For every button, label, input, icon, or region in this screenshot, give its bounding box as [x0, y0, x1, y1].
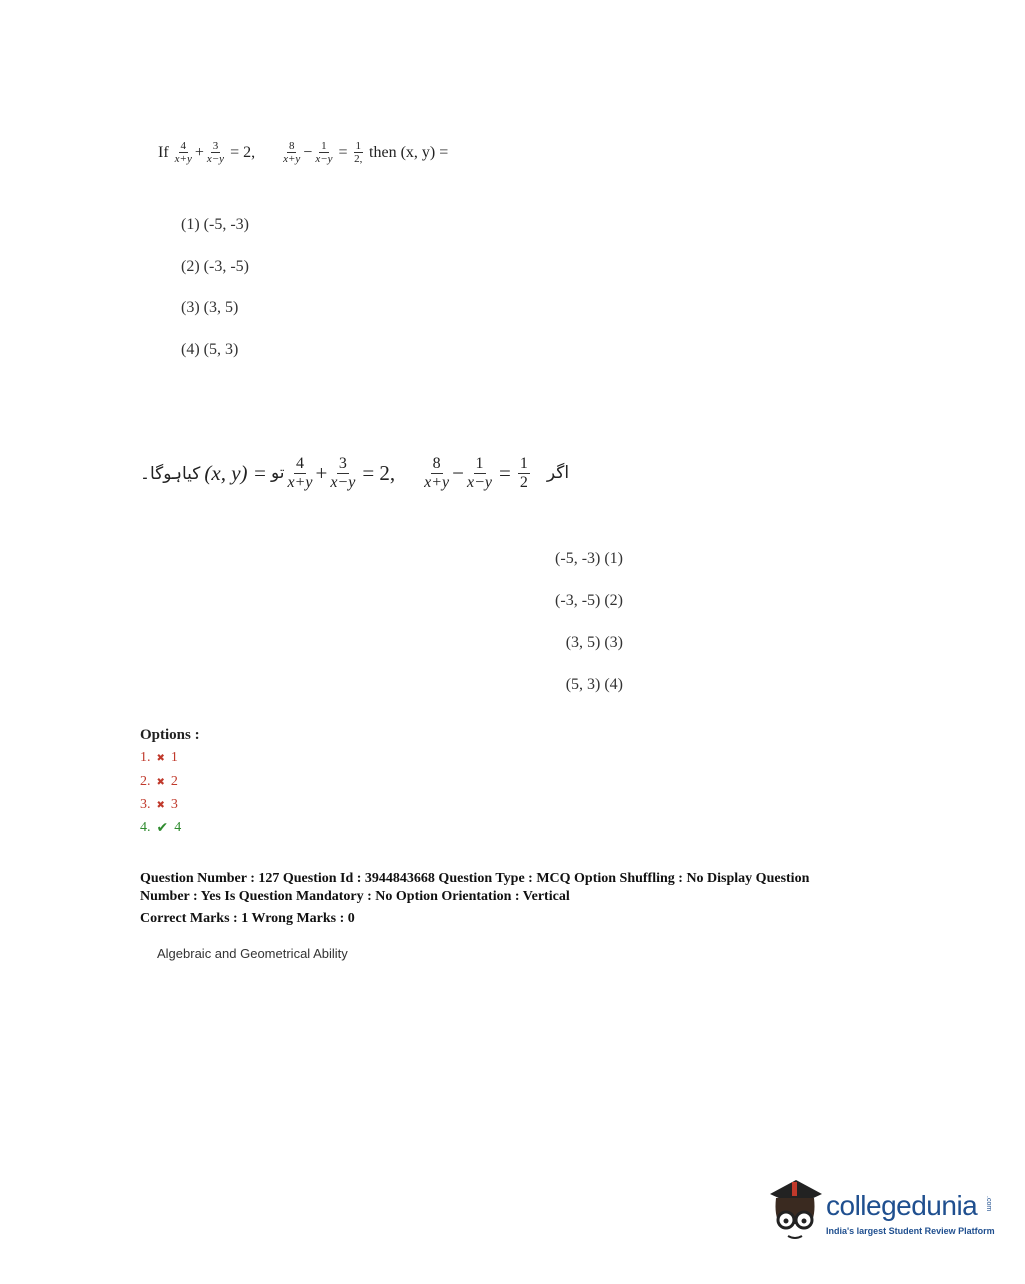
- fraction: $\frac{4}{x+y}$: [287, 455, 313, 491]
- urdu-text-if: اگر: [546, 463, 570, 484]
- options-title: Options :: [140, 727, 200, 743]
- answer-option-3: 3. ✖ 3: [140, 797, 178, 812]
- question-english: If $\frac{4}{x+y}$ + $\frac{3}{x-y}$ = 2, $\frac{8}{x+y}$ − $\frac{1}{x-y}$ = $\frac{1}{2,}$ then (x, y) =: [158, 140, 449, 166]
- option-ur-2: (-3, -5) (2): [555, 592, 623, 609]
- cross-icon: ✖: [156, 752, 165, 764]
- option-en-1: (1) (-5, -3): [181, 216, 249, 233]
- question-urdu: کیاہوگا۔ (x, y) = تو $\frac{4}{x+y}$ + $\frac{3}{x-y}$ = 2, $\frac{8}{x+y}$ − $\frac{1}{x-y}$ = $\frac{1}{2}$ اگر: [140, 455, 570, 491]
- option-en-4: (4) (5, 3): [181, 341, 239, 358]
- question-prefix: If: [158, 143, 169, 161]
- marks-info: Correct Marks : 1 Wrong Marks : 0: [140, 911, 355, 926]
- fraction: $\frac{3}{x-y}$: [330, 455, 356, 491]
- cross-icon: ✖: [156, 799, 165, 811]
- fraction: $\frac{1}{2,}$: [354, 140, 363, 166]
- option-ur-3: (3, 5) (3): [565, 634, 623, 651]
- mascot-logo-icon: [766, 1176, 824, 1248]
- fraction: $\frac{1}{x-y}$: [467, 455, 492, 491]
- fraction: $\frac{3}{x-y}$: [206, 140, 225, 166]
- section-label: Algebraic and Geometrical Ability: [157, 946, 348, 961]
- brand-tagline: India's largest Student Review Platform: [826, 1226, 995, 1236]
- option-en-2: (2) (-3, -5): [181, 258, 249, 275]
- brand-dotcom: .com: [985, 1196, 992, 1212]
- urdu-text-then: تو: [270, 463, 285, 484]
- urdu-text-end: کیاہوگا۔: [140, 463, 201, 484]
- option-ur-4: (5, 3) (4): [565, 676, 623, 693]
- fraction: $\frac{8}{x+y}$: [283, 140, 301, 166]
- brand-name: collegedunia: [826, 1190, 978, 1221]
- cross-icon: ✖: [156, 776, 165, 788]
- answer-option-4: 4. ✔ 4: [140, 820, 182, 836]
- fraction: $\frac{1}{x-y}$: [315, 140, 333, 166]
- option-en-3: (3) (3, 5): [181, 299, 239, 316]
- answer-option-2: 2. ✖ 2: [140, 774, 178, 789]
- fraction: $\frac{4}{x+y}$: [174, 140, 192, 166]
- question-meta-line2: Number : Yes Is Question Mandatory : No Option Orientation : Vertical: [140, 889, 570, 904]
- answer-option-1: 1. ✖ 1: [140, 750, 178, 765]
- option-ur-1: (-5, -3) (1): [555, 550, 623, 567]
- question-meta-line1: Question Number : 127 Question Id : 3944843668 Question Type : MCQ Option Shuffling : No Display Question: [140, 871, 810, 886]
- check-icon: ✔: [156, 820, 169, 836]
- fraction: $\frac{8}{x+y}$: [424, 455, 450, 491]
- fraction: $\frac{1}{2}$: [519, 455, 528, 491]
- question-suffix: then (x, y) =: [369, 143, 449, 161]
